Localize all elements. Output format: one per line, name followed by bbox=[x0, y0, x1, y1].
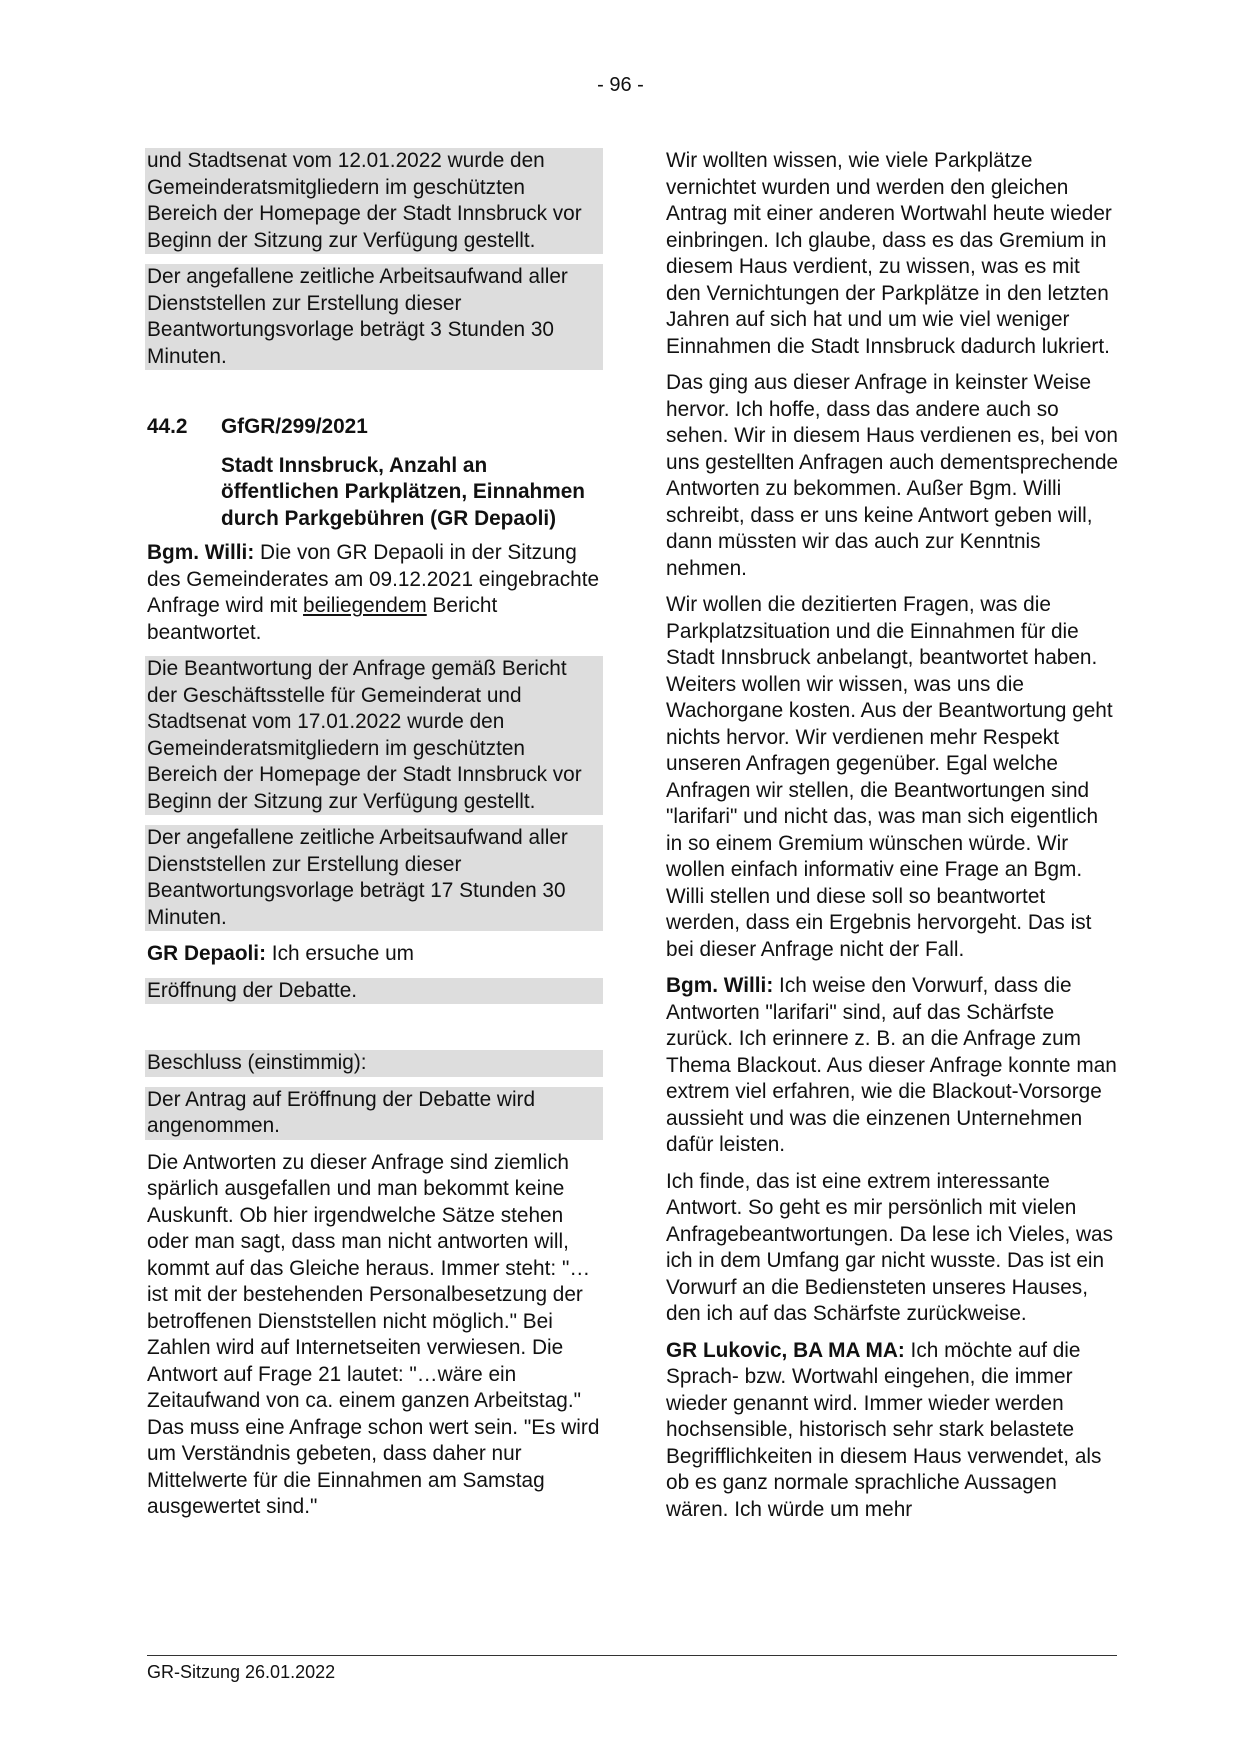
statement-text: Ich weise den Vorwurf, dass die Antworten "larifari" sind, auf das Schärfste zurück. Ich erinnere z. B. an die Anfrage zum Thema Blackout. Aus dieser Anfrage konnte man extrem viel erfahren, wie die Blackout-Vorsorge aussieht und was die einzenen Unternehmen dafür leisten. bbox=[666, 974, 1117, 1156]
paragraph-speech-2: Das ging aus dieser Anfrage in keinster Weise hervor. Ich hoffe, dass das andere auch so sehen. Wir in diesem Haus verdienen es, bei von uns gestellten Anfragen auch dementsprechende Antworten zu bekommen. Außer Bgm. Willi schreibt, dass er uns keine Antwort geben will, dann müssten wir das auch zur Kenntnis nehmen. bbox=[666, 371, 1119, 580]
speaker-name: Bgm. Willi: bbox=[666, 974, 774, 997]
paragraph-workload-note: Der angefallene zeitliche Arbeitsaufwand aller Dienststellen zur Erstellung dieser Beantwortungsvorlage beträgt 3 Stunden 30 Minuten. bbox=[145, 264, 603, 370]
statement-text-end: Bericht beantwortet. bbox=[147, 594, 498, 644]
footer-divider bbox=[147, 1655, 1117, 1656]
section-number: 44.2 bbox=[147, 415, 188, 438]
statement-text: Ich möchte auf die Sprach- bzw. Wortwahl eingehen, die immer wieder genannt wird. Immer wieder werden hochsensible, historisch sehr stark belastete Begrifflichkeiten in diesem Haus verwendet, als ob es ganz normale sprachliche Aussagen wären. Ich würde um mehr bbox=[666, 1338, 1102, 1521]
report-link[interactable]: beiliegendem bbox=[303, 594, 427, 617]
resolution-heading: Beschluss (einstimmig): bbox=[145, 1050, 603, 1077]
paragraph-publication-note: und Stadtsenat vom 12.01.2022 wurde den Gemeinderatsmitgliedern im geschützten Bereich der Homepage der Stadt Innsbruck vor Beginn der Sitzung zur Verfügung gestellt. bbox=[145, 148, 603, 254]
speaker-name: GR Lukovic, BA MA MA: bbox=[666, 1338, 905, 1362]
footer-session-date: GR-Sitzung 26.01.2022 bbox=[147, 1662, 336, 1682]
paragraph-mayor-reply-2: Ich finde, das ist eine extrem interessante Antwort. So geht es mir persönlich mit vielen Anfragebeantwortungen. Da lese ich Vieles, was ich in dem Umfang gar nicht wusste. Das ist ein Vorwurf an die Bediensteten unseres Hauses, den ich auf das Schärfste zurückweise. bbox=[666, 1169, 1114, 1325]
speaker-name: GR Depaoli: bbox=[147, 942, 267, 965]
speaker-name: Bgm. Willi: bbox=[147, 541, 255, 564]
section-code: GfGR/299/2021 bbox=[221, 415, 368, 438]
left-column bbox=[147, 148, 601, 1531]
paragraph-depaoli-request bbox=[147, 941, 601, 968]
paragraph-debate-opening: Eröffnung der Debatte. bbox=[145, 978, 603, 1005]
paragraph-speech-3: Wir wollen die dezitierten Fragen, was die Parkplatzsituation und die Einnahmen für die Stadt Innsbruck anbelangt, beantwortet haben. Weiters wollen wir wissen, was uns die Wachorgane kosten. Aus der Beantwortung geht nichts hervor. Wir verdienen mehr Respekt unseren Anfragen gegenüber. Egal welche Anfragen wir stellen, die Beantwortungen sind "larifari" und nicht das, was man sich eigentlich in so einem Gremium wünschen würde. Wir wollen einfach informativ eine Frage an Bgm. Willi stellen und diese soll so beantwortet werden, dass ein Ergebnis hervorgeht. Das ist bei dieser Anfrage nicht der Fall. bbox=[666, 593, 1113, 961]
section-heading bbox=[147, 414, 601, 441]
statement-text: Ich ersuche um bbox=[266, 942, 414, 965]
statement-text: Die von GR Depaoli in der Sitzung des Gemeinderates am 09.12.2021 eingebrachte Anfrage wird mit bbox=[147, 541, 600, 617]
right-column bbox=[666, 148, 1120, 1533]
paragraph-depaoli-speech: Die Antworten zu dieser Anfrage sind ziemlich spärlich ausgefallen und man bekommt keine Auskunft. Ob hier irgendwelche Sätze stehen oder man sagt, dass man nicht antworten will, kommt auf das Gleiche heraus. Immer steht: "…ist mit der bestehenden Personalbesetzung der betroffenen Dienststellen nicht möglich." Bei Zahlen wird auf Internetseiten verwiesen. Die Antwort auf Frage 21 lautet: "…wäre ein Zeitaufwand von ca. einem ganzen Arbeitstag." Das muss eine Anfrage schon wert sein. "Es wird um Verständnis gebeten, dass daher nur Mittelwerte für die Einnahmen am Samstag ausgewertet sind." bbox=[147, 1150, 600, 1518]
paragraph-mayor-statement bbox=[147, 540, 601, 646]
spacer bbox=[147, 1014, 601, 1050]
section-title: Stadt Innsbruck, Anzahl an öffentlichen Parkplätzen, Einnahmen durch Parkgebühren (GR Depaoli) bbox=[221, 453, 586, 530]
paragraph-workload-note-2: Der angefallene zeitliche Arbeitsaufwand aller Dienststellen zur Erstellung dieser Beantwortungsvorlage beträgt 17 Stunden 30 Minuten. bbox=[145, 825, 603, 931]
page-number: - 96 - bbox=[597, 74, 644, 96]
resolution-text: Der Antrag auf Eröffnung der Debatte wird angenommen. bbox=[145, 1087, 603, 1140]
paragraph-mayor-reply bbox=[666, 973, 1120, 1159]
paragraph-lukovic-speech bbox=[666, 1338, 1120, 1524]
paragraph-speech-1: Wir wollten wissen, wie viele Parkplätze vernichtet wurden und werden den gleichen Antrag mit einer anderen Wortwahl heute wieder einbringen. Ich glaube, dass es das Gremium in diesem Haus verdient, zu wissen, was es mit den Vernichtungen der Parkplätze in den letzten Jahren auf sich hat und um wie viel weniger Einnahmen die Stadt Innsbruck dadurch lukriert. bbox=[666, 149, 1112, 358]
paragraph-publication-note-2: Die Beantwortung der Anfrage gemäß Bericht der Geschäftsstelle für Gemeinderat und Stadtsenat vom 17.01.2022 wurde den Gemeinderatsmitgliedern im geschützten Bereich der Homepage der Stadt Innsbruck vor Beginn der Sitzung zur Verfügung gestellt. bbox=[145, 656, 603, 815]
